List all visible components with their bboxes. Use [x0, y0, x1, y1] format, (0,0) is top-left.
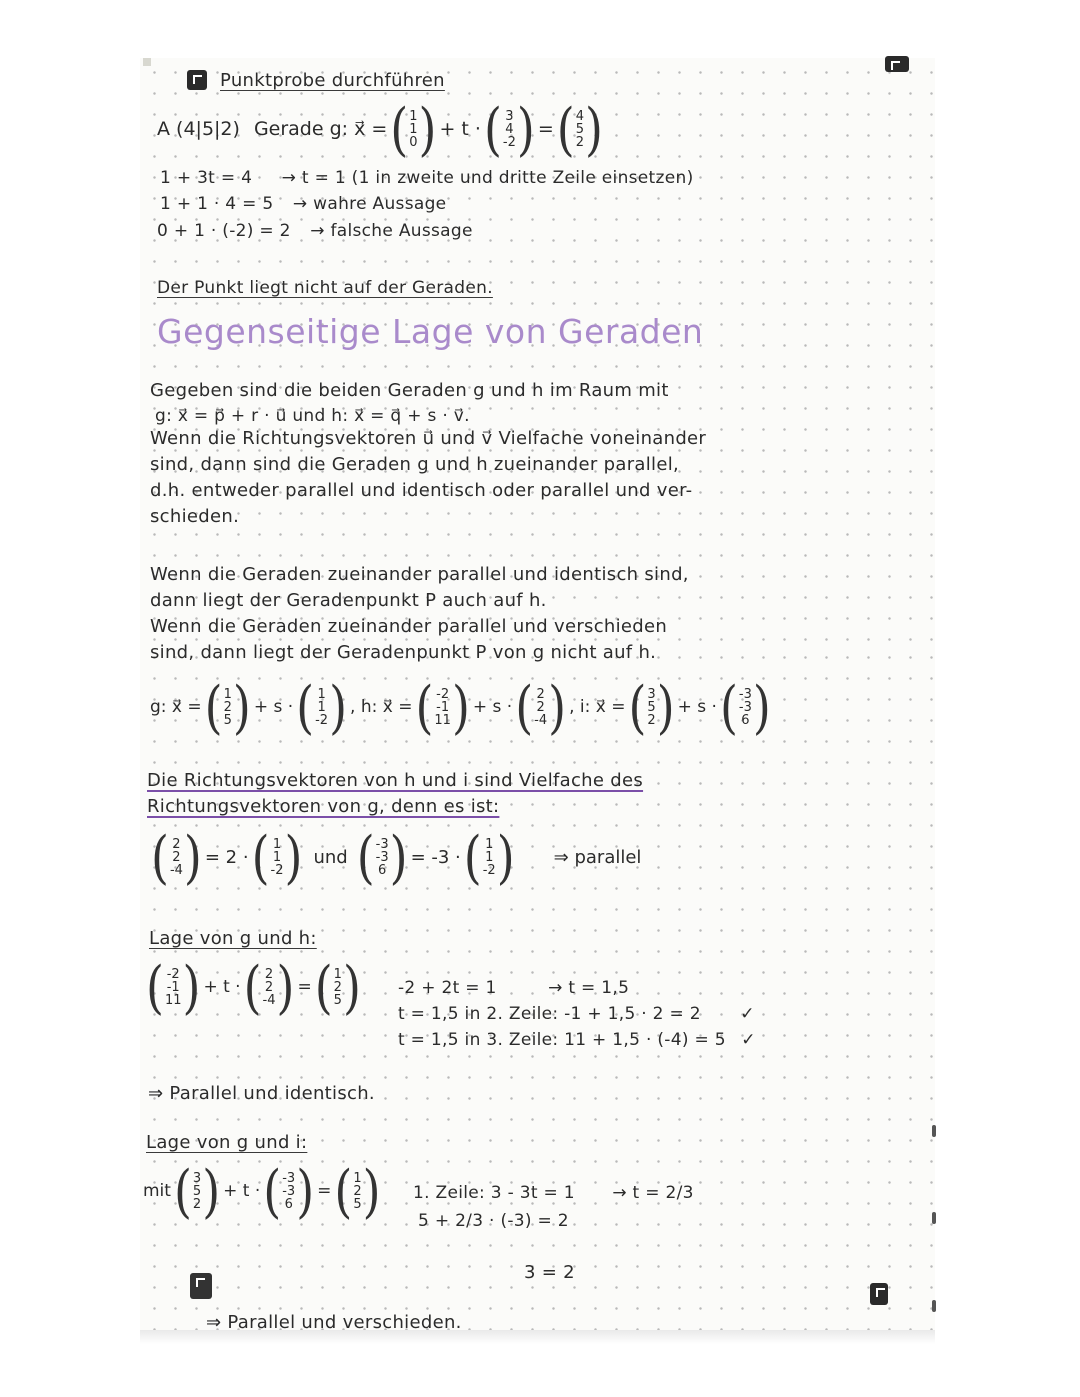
para2-line3: Wenn die Geraden zueinander parallel und verschieden: [150, 616, 668, 637]
mult-und: und: [313, 846, 348, 868]
equation-1: 1 + 3t = 4 → t = 1 (1 in zweite und dritte Zeile einsetzen): [160, 168, 694, 188]
i-label: , i: x⃗ =: [569, 697, 626, 717]
para1-line5: d.h. entweder parallel und identisch oder parallel und ver-: [150, 480, 693, 501]
support-vector: ( 1 1 0 ): [390, 95, 437, 163]
i-direction-vector: ( -3 -3 6 ): [719, 673, 771, 741]
mult-result: ⇒ parallel: [553, 846, 642, 868]
para1-line2: g: x⃗ = p⃗ + r · u⃗ und h: x⃗ = q⃗ + s · v⃗.: [155, 406, 470, 426]
bottom-right-badge-icon: [870, 1283, 888, 1305]
bookmark-icon: [187, 70, 207, 90]
para1-line1: Gegeben sind die beiden Geraden g und h im Raum mit: [150, 380, 669, 401]
mult-v4: ( 1 1 -2 ): [463, 823, 515, 891]
check-icon: ✓: [740, 1004, 755, 1024]
rv-line2: Richtungsvektoren von g, denn es ist:: [147, 796, 500, 817]
h-dir-label: + s ·: [472, 697, 513, 717]
gi-title: Lage von g und i:: [146, 1132, 308, 1153]
gh-calc1: -2 + 2t = 1 → t = 1,5: [398, 978, 630, 998]
gi-v2: ( -3 -3 6 ): [263, 1157, 315, 1225]
h-label: , h: x⃗ =: [350, 697, 413, 717]
gi-mit: mit: [143, 1181, 171, 1201]
para2-line4: sind, dann liegt der Geradenpunkt P von g nicht auf h.: [150, 642, 657, 663]
gh-calc3: t = 1,5 in 3. Zeile: 11 + 1,5 · (-4) = 5 ✓: [398, 1030, 756, 1050]
gi-calc2: 5 + 2/3 · (-3) = 2: [418, 1211, 569, 1231]
gh-eq: =: [297, 977, 312, 997]
plus-t: + t ·: [439, 118, 481, 140]
section2-heading: Gegenseitige Lage von Geraden: [157, 312, 704, 351]
mult-v1: ( 2 2 -4 ): [151, 823, 202, 891]
section1-conclusion: Der Punkt liegt nicht auf der Geraden.: [157, 278, 493, 298]
section1-title: Punktprobe durchführen: [220, 70, 445, 91]
corner-mark-top-left: [143, 58, 151, 66]
g-support-vector: ( 1 2 5 ): [204, 673, 251, 741]
mult-v2: ( 1 1 -2 ): [251, 823, 303, 891]
lines-g-h-i: [150, 673, 774, 741]
g-dir-label: + s ·: [253, 697, 294, 717]
edge-mark-3: [932, 1300, 936, 1312]
mult-eq1: = 2 ·: [204, 846, 249, 868]
para1-line3: Wenn die Richtungsvektoren u⃗ und v⃗ Vielfache voneinander: [150, 428, 707, 449]
gh-result: ⇒ Parallel und identisch.: [148, 1083, 375, 1104]
gi-equation: [143, 1157, 384, 1225]
gh-v1: ( -2 -1 11 ): [146, 953, 201, 1021]
edge-mark-2: [932, 1212, 936, 1224]
punktprobe-equation: [157, 95, 606, 163]
gi-calc3: 3 = 2: [524, 1262, 575, 1283]
page-corner-icon: [885, 56, 909, 72]
g-label: g: x⃗ =: [150, 697, 202, 717]
equation-3: 0 + 1 · (-2) = 2 → falsche Aussage: [157, 221, 473, 241]
gh-calc2: t = 1,5 in 2. Zeile: -1 + 1,5 · 2 = 2 ✓: [398, 1004, 755, 1024]
gi-result: ⇒ Parallel und verschieden.: [206, 1312, 462, 1333]
direction-vector: ( 3 4 -2 ): [483, 95, 535, 163]
multiples-equation: [148, 823, 642, 891]
gi-calc1: 1. Zeile: 3 - 3t = 1 → t = 2/3: [413, 1183, 694, 1203]
gh-equation: [143, 953, 364, 1021]
bottom-left-badge-icon: [190, 1273, 212, 1299]
x-vector-symbol: x⃗ =: [354, 118, 388, 140]
h-support-vector: ( -2 -1 11 ): [415, 673, 470, 741]
edge-mark-1: [932, 1125, 936, 1137]
g-direction-vector: ( 1 1 -2 ): [296, 673, 348, 741]
equals-sign: =: [537, 118, 554, 140]
mult-eq2: = -3 ·: [410, 846, 461, 868]
i-support-vector: ( 3 5 2 ): [628, 673, 675, 741]
gi-v1: ( 3 5 2 ): [173, 1157, 221, 1225]
gh-v2: ( 2 2 -4 ): [243, 953, 295, 1021]
gi-plus: + t ·: [223, 1181, 261, 1201]
gh-plus: + t ·: [203, 977, 241, 997]
rv-line1: Die Richtungsvektoren von h und i sind Vielfache des: [147, 770, 644, 791]
equation-2: 1 + 1 · 4 = 5 → wahre Aussage: [160, 194, 447, 214]
para1-line6: schieden.: [150, 506, 240, 527]
mult-v3: ( -3 -3 6 ): [356, 823, 408, 891]
para2-line2: dann liegt der Geradenpunkt P auch auf h.: [150, 590, 547, 611]
i-dir-label: + s ·: [677, 697, 717, 717]
gh-title: Lage von g und h:: [149, 928, 317, 949]
gh-v3: ( 1 2 5 ): [314, 953, 361, 1021]
point-label: A (4|5|2): [157, 118, 240, 140]
result-vector: ( 4 5 2 ): [556, 95, 603, 163]
para1-line4: sind, dann sind die Geraden g und h zueinander parallel,: [150, 454, 680, 475]
check-icon: ✓: [741, 1030, 756, 1050]
gi-v3: ( 1 2 5 ): [334, 1157, 381, 1225]
gi-eq: =: [317, 1181, 332, 1201]
line-label: Gerade g:: [253, 118, 349, 140]
h-direction-vector: ( 2 2 -4 ): [515, 673, 567, 741]
para2-line1: Wenn die Geraden zueinander parallel und identisch sind,: [150, 564, 689, 585]
